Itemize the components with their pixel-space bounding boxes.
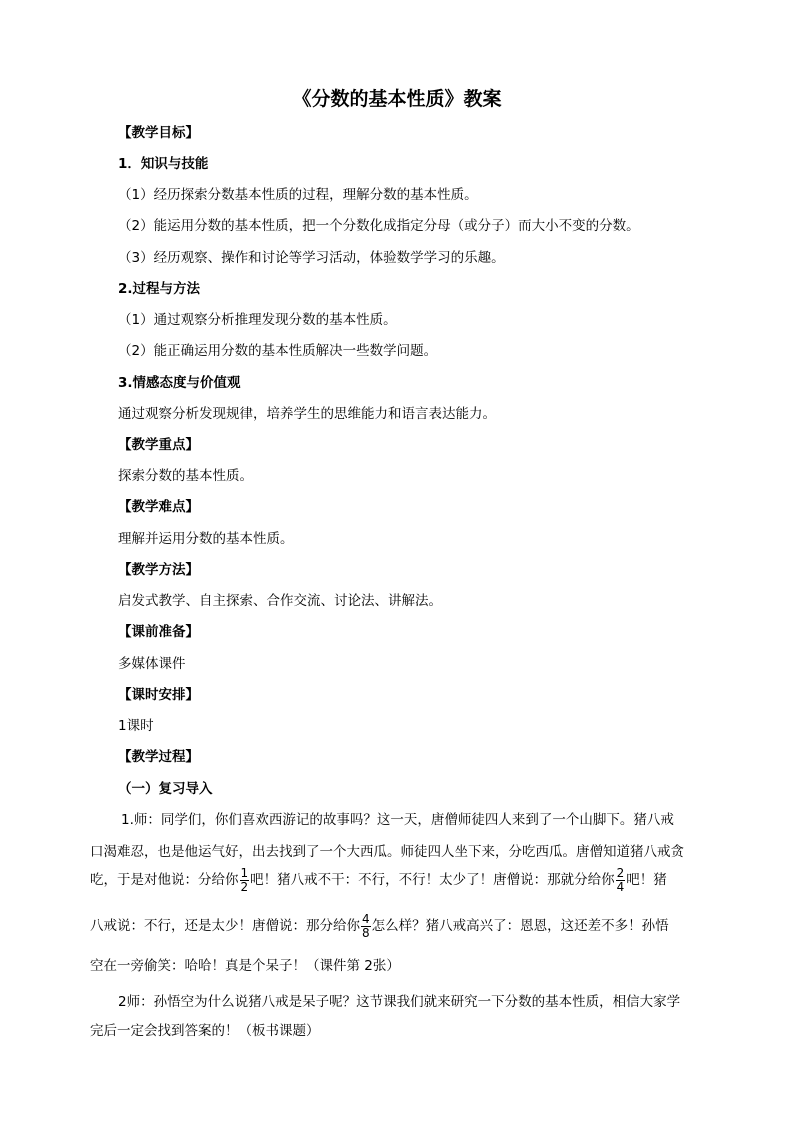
section-2-item-2: （2）能正确运用分数的基本性质解决一些数学问题。 bbox=[118, 343, 438, 359]
fraction-four-eighths bbox=[361, 913, 371, 940]
schedule-text: 1课时 bbox=[118, 718, 154, 734]
section-2-item-1: （1）通过观察分析推理发现分数的基本性质。 bbox=[118, 312, 397, 328]
fraction-two-quarters bbox=[616, 867, 626, 894]
difficulties-text: 理解并运用分数的基本性质。 bbox=[118, 531, 294, 547]
objectives-heading: 【教学目标】 bbox=[118, 125, 199, 141]
key-points-text: 探索分数的基本性质。 bbox=[118, 468, 253, 484]
methods-heading: 【教学方法】 bbox=[118, 562, 199, 578]
story-line-4-part-b: 怎么样？猪八戒高兴了：恩恩，这还差不多！孙悟 bbox=[371, 918, 669, 934]
page-title: 《分数的基本性质》教案 bbox=[292, 88, 502, 110]
fraction-denominator: 2 bbox=[240, 879, 249, 894]
story-line-1: 1.师：同学们，你们喜欢西游记的故事吗？这一天，唐僧师徒四人来到了一个山脚下。猪八戒 bbox=[121, 812, 674, 828]
teacher-line-1: 2师：孙悟空为什么说猪八戒是呆子呢？这节课我们就来研究一下分数的基本性质，相信大家学 bbox=[118, 994, 681, 1010]
fraction-denominator: 8 bbox=[362, 925, 370, 940]
key-points-heading: 【教学重点】 bbox=[118, 437, 199, 453]
preparation-heading: 【课前准备】 bbox=[118, 624, 199, 640]
section-1-item-2: （2）能运用分数的基本性质，把一个分数化成指定分母（或分子）而大小不变的分数。 bbox=[118, 218, 640, 234]
difficulties-heading: 【教学难点】 bbox=[118, 499, 199, 515]
story-line-4-part-a: 八戒说：不行，还是太少！唐僧说：那分给你 bbox=[90, 918, 360, 934]
story-line-3-part-c: 吧！猪 bbox=[626, 872, 667, 888]
section-1-heading: 1．知识与技能 bbox=[118, 156, 209, 172]
fraction-denominator: 4 bbox=[616, 879, 625, 894]
section-3-text: 通过观察分析发现规律，培养学生的思维能力和语言表达能力。 bbox=[118, 406, 496, 422]
schedule-heading: 【课时安排】 bbox=[118, 687, 199, 703]
teacher-line-2: 完后一定会找到答案的！（板书课题） bbox=[90, 1023, 320, 1039]
methods-text: 启发式教学、自主探索、合作交流、讨论法、讲解法。 bbox=[118, 593, 442, 609]
process-sub-heading: （一）复习导入 bbox=[118, 781, 213, 797]
fraction-numerator: 4 bbox=[362, 911, 370, 926]
story-line-3-part-a: 吃，于是对他说：分给你 bbox=[90, 872, 239, 888]
fraction-numerator: 2 bbox=[616, 865, 625, 880]
story-line-3-part-b: 吧！猪八戒不干：不行，不行！太少了！唐僧说：那就分给你 bbox=[250, 872, 615, 888]
section-3-heading: 3.情感态度与价值观 bbox=[118, 375, 241, 391]
fraction-numerator: 1 bbox=[240, 865, 249, 880]
preparation-text: 多媒体课件 bbox=[118, 656, 186, 672]
story-line-2: 口渴难忍，也是他运气好，出去找到了一个大西瓜。师徒四人坐下来，分吃西瓜。唐僧知道猪八戒贪 bbox=[90, 844, 684, 860]
section-2-heading: 2.过程与方法 bbox=[118, 281, 201, 297]
story-line-3 bbox=[90, 866, 667, 894]
section-1-item-3: （3）经历观察、操作和讨论等学习活动，体验数学学习的乐趣。 bbox=[118, 250, 505, 266]
story-line-5: 空在一旁偷笑：哈哈！真是个呆子！（课件第 2张） bbox=[90, 958, 400, 974]
process-heading: 【教学过程】 bbox=[118, 749, 199, 765]
section-1-item-1: （1）经历探索分数基本性质的过程，理解分数的基本性质。 bbox=[118, 187, 478, 203]
fraction-one-half bbox=[240, 867, 250, 894]
story-line-4 bbox=[90, 912, 669, 940]
